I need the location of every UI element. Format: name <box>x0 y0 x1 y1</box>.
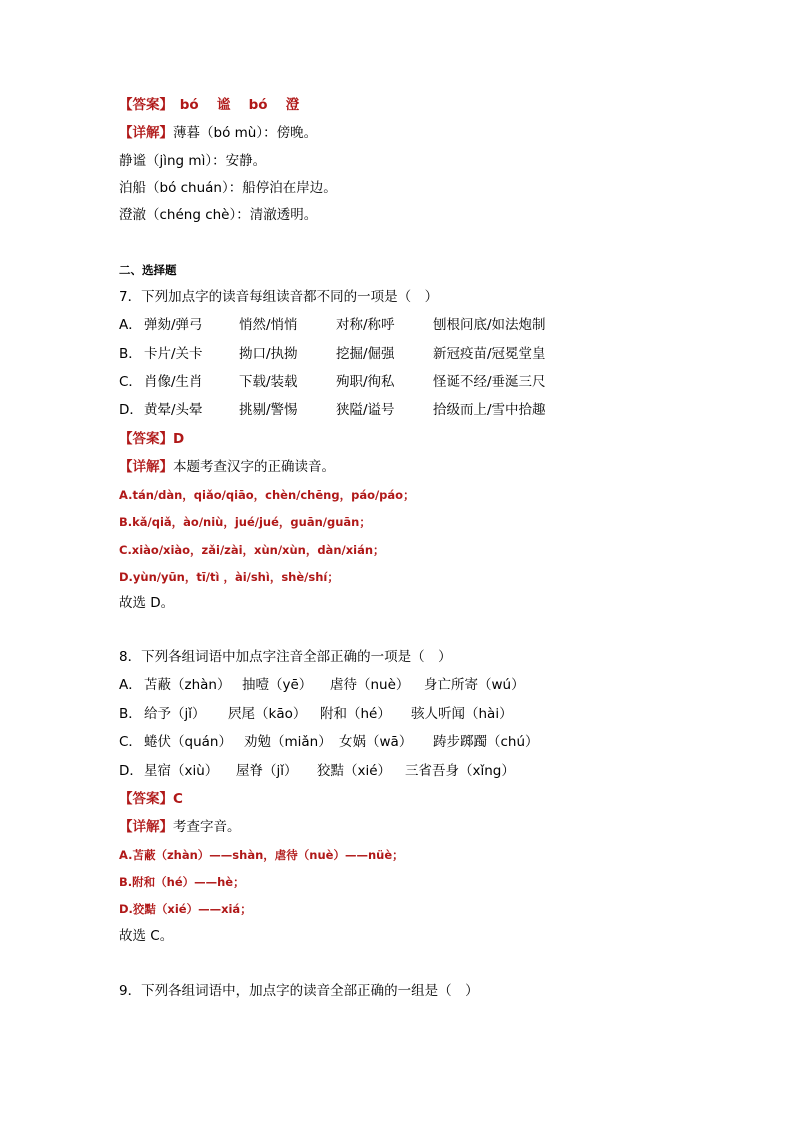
option-item: 挑剔/警惕 <box>239 402 298 418</box>
option-item: 星宿（xiù） <box>144 763 219 779</box>
section-title: 二、选择题 <box>119 263 177 277</box>
option-item: 卡片/关卡 <box>144 346 203 362</box>
q7-answer-line <box>119 429 184 449</box>
option-item: 踌步踯躅（chú） <box>433 734 539 750</box>
q8-conclusion: 故选 C。 <box>119 928 174 944</box>
q7-analysis-b: B.kǎ/qiǎ，ào/niù，jué/jué，guān/guān； <box>119 515 371 529</box>
answer-tag: 【答案】 <box>119 431 173 447</box>
option-item: 虐待（nuè） <box>330 677 410 693</box>
option-item: 附和（hé） <box>320 706 391 722</box>
q8-analysis-b: B.附和（hé）——hè； <box>119 875 245 889</box>
q6-detail-1: 静谧（jìng mì）：安静。 <box>119 153 267 169</box>
option-item: 身亡所寄（wú） <box>424 677 525 693</box>
option-label: B． <box>119 346 142 362</box>
option-item: 屄尾（kāo） <box>228 706 307 722</box>
q7-detail-line <box>119 457 335 477</box>
detail-tag: 【详解】 <box>119 125 173 141</box>
option-item: 给予（jǐ） <box>144 706 206 722</box>
option-item: 新冠疫苗/冠冕堂皇 <box>433 346 546 362</box>
option-item: 三省吾身（xǐng） <box>405 763 515 779</box>
q6-detail-line <box>119 123 317 143</box>
detail-tag: 【详解】 <box>119 459 173 475</box>
option-item: 下载/装载 <box>239 374 298 390</box>
option-item: 刨根问底/如法炮制 <box>433 317 546 333</box>
option-item: 殉职/徇私 <box>336 374 395 390</box>
q7-detail: 本题考查汉字的正确读音。 <box>173 459 335 475</box>
q9-stem: 9．下列各组词语中，加点字的读音全部正确的一组是（ ） <box>119 983 479 999</box>
q8-stem: 8．下列各组词语中加点字注音全部正确的一项是（ ） <box>119 649 452 665</box>
option-item: 挖掘/倔强 <box>336 346 395 362</box>
option-item: 劝勉（miǎn） <box>244 734 332 750</box>
q8-answer-line <box>119 789 183 809</box>
option-item: 肖像/生肖 <box>144 374 203 390</box>
detail-tag: 【详解】 <box>119 819 173 835</box>
option-label: D． <box>119 763 143 779</box>
option-label: C． <box>119 374 142 390</box>
option-item: 蜷伏（quán） <box>144 734 232 750</box>
q7-answer: D <box>173 431 185 447</box>
option-item: 对称/称呼 <box>336 317 395 333</box>
option-item: 狡黠（xié） <box>317 763 392 779</box>
option-item: 拾级而上/雪中拾趣 <box>433 402 546 418</box>
option-label: D． <box>119 402 143 418</box>
option-item: 拗口/执拗 <box>239 346 298 362</box>
option-item: 苫蔽（zhàn） <box>144 677 231 693</box>
answer-tag: 【答案】 <box>119 791 173 807</box>
option-item: 屋脊（jǐ） <box>236 763 298 779</box>
option-label: B． <box>119 706 142 722</box>
option-label: C． <box>119 734 142 750</box>
q8-detail-line <box>119 817 241 837</box>
q7-analysis-a: A.tán/dàn，qiǎo/qiāo，chèn/chēng，páo/páo； <box>119 488 415 502</box>
option-item: 狭隘/谥号 <box>336 402 395 418</box>
q6-detail-2: 泊船（bó chuán）：船停泊在岸边。 <box>119 180 337 196</box>
q7-analysis-d: D.yùn/yūn，tī/tì ，ài/shì，shè/shí； <box>119 570 339 584</box>
option-item: 黄晕/头晕 <box>144 402 203 418</box>
q8-answer: C <box>173 791 183 807</box>
option-label: A． <box>119 677 142 693</box>
q8-detail: 考查字音。 <box>173 819 241 835</box>
option-item: 弹劾/弹弓 <box>144 317 203 333</box>
option-item: 女娲（wā） <box>339 734 413 750</box>
option-item: 抽噎（yē） <box>242 677 313 693</box>
option-item: 悄然/悄悄 <box>239 317 298 333</box>
q6-detail-0: 薄暮（bó mù）：傍晚。 <box>173 125 318 141</box>
q6-detail-3: 澄澈（chéng chè）：清澈透明。 <box>119 207 318 223</box>
q7-stem: 7．下列加点字的读音每组读音都不同的一项是（ ） <box>119 289 439 305</box>
option-item: 怪诞不经/垂涎三尺 <box>433 374 546 390</box>
option-item: 骇人听闻（hài） <box>411 706 513 722</box>
q8-analysis-d: D.狡黠（xié）——xiá； <box>119 902 252 916</box>
q7-conclusion: 故选 D。 <box>119 595 175 611</box>
q6-answer-line <box>119 95 299 115</box>
answer-tag: 【答案】 <box>119 97 167 113</box>
option-label: A． <box>119 317 142 333</box>
q7-analysis-c: C.xiào/xiào，zǎi/zài，xùn/xùn，dàn/xián； <box>119 543 385 557</box>
q8-analysis-a: A.苫蔽（zhàn）——shàn，虐待（nuè）——nüè； <box>119 848 404 862</box>
q6-answer: bó 谧 bó 澄 <box>179 97 300 113</box>
